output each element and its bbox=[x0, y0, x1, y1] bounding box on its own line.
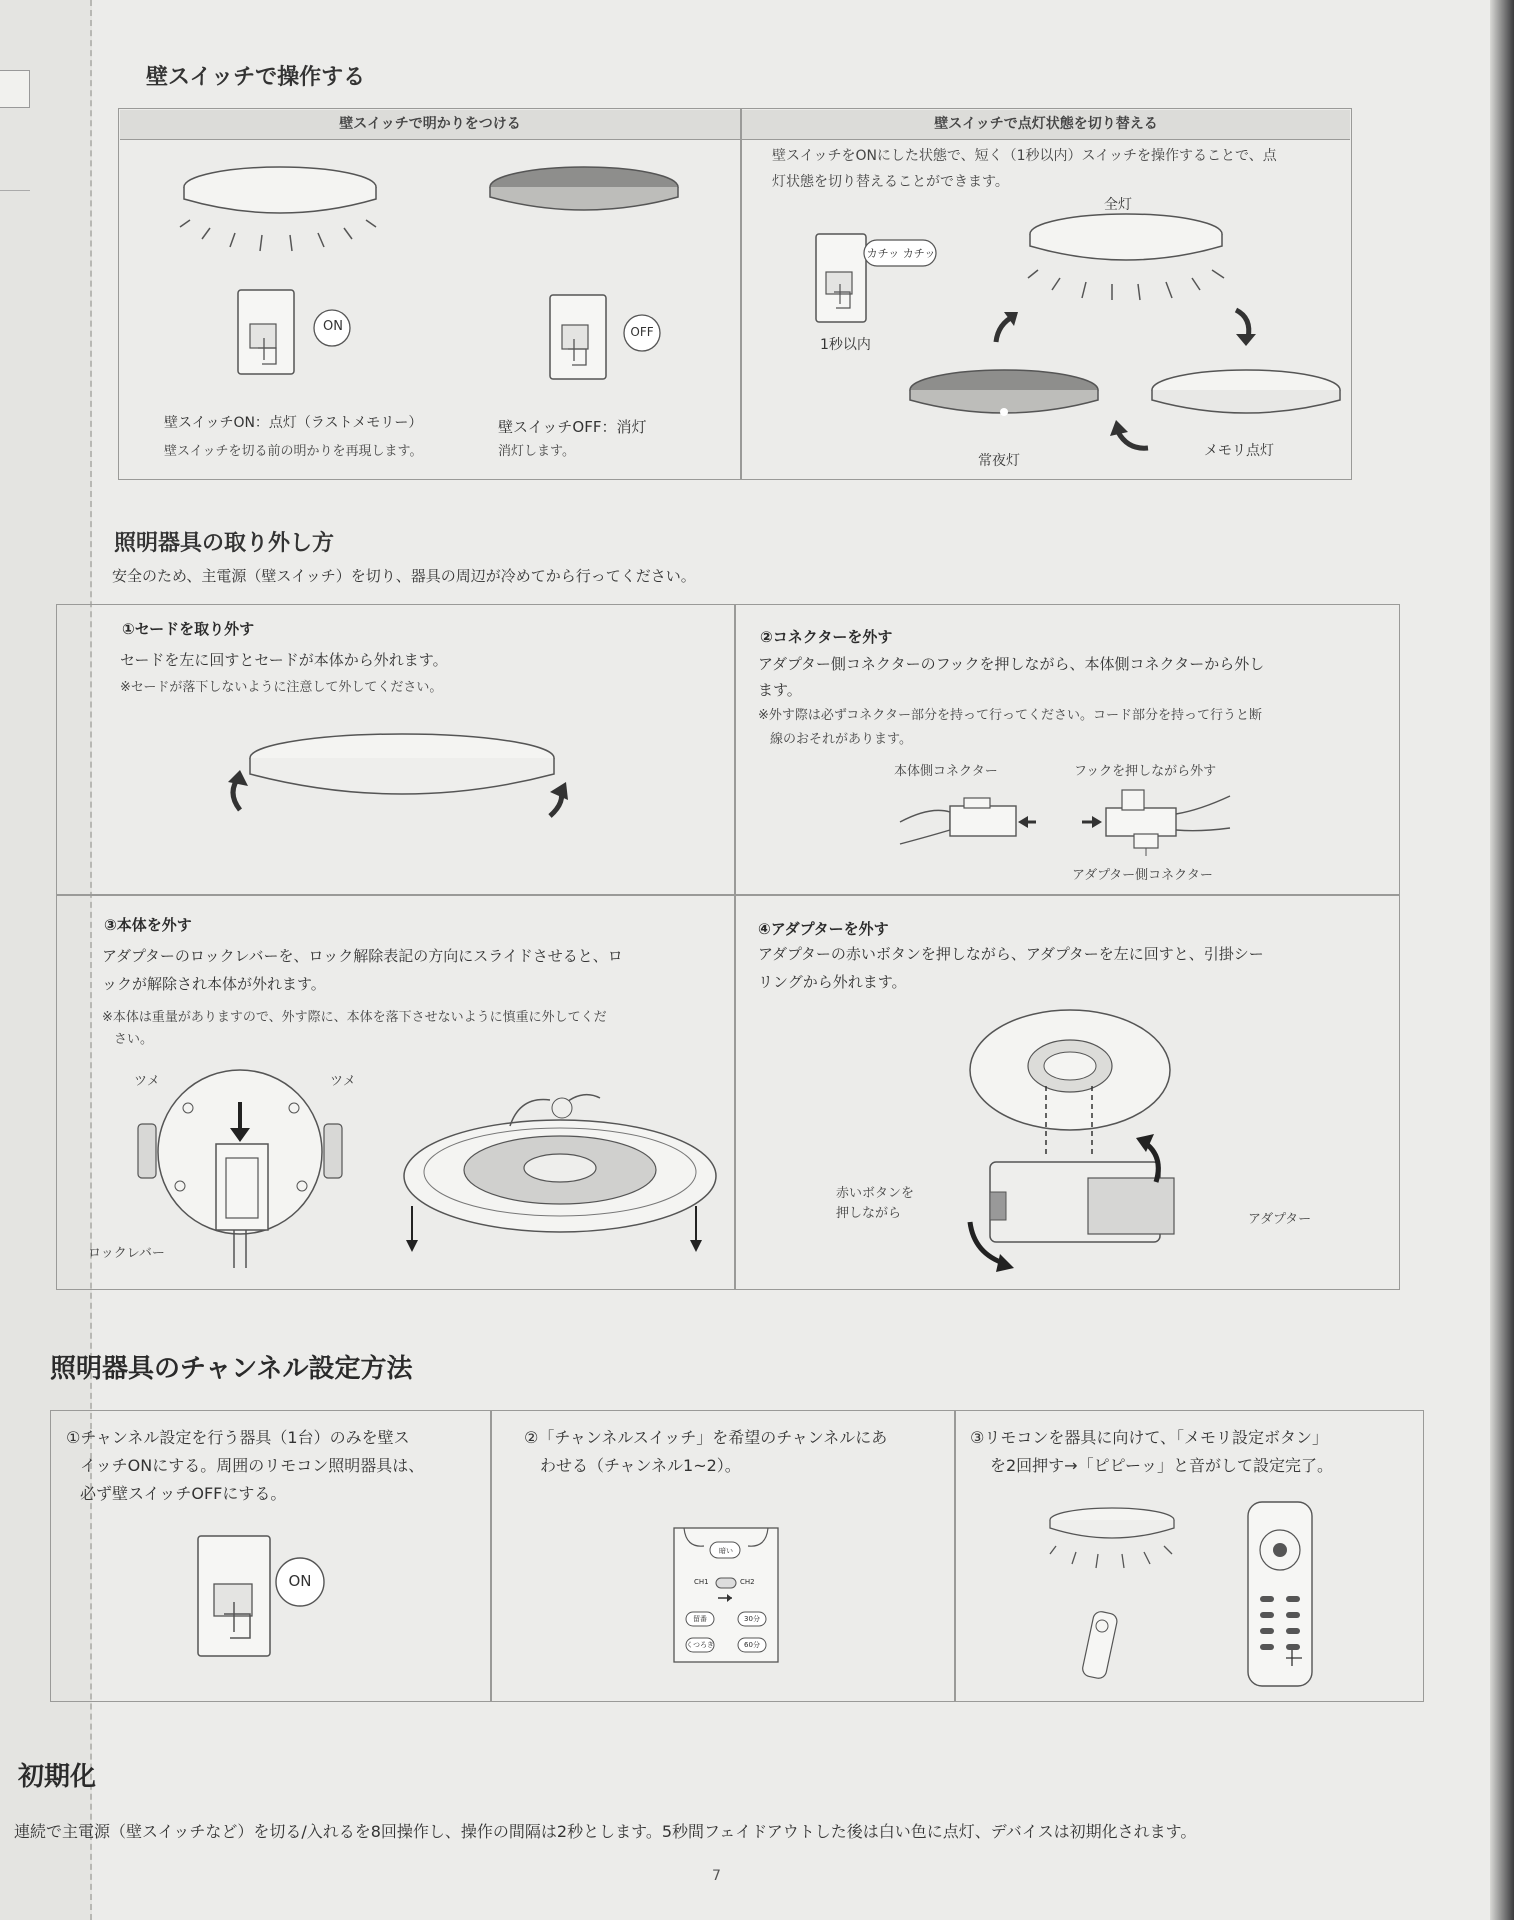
cycle-desc-2: 灯状態を切り替えることができます。 bbox=[772, 174, 1009, 190]
click-bubble-text: カチッ カチッ bbox=[866, 247, 936, 260]
on-caption: 壁スイッチON：点灯（ラストメモリー） bbox=[164, 415, 423, 431]
remote-front-icon bbox=[1246, 1500, 1316, 1690]
step4-label-red-1: 赤いボタンを bbox=[836, 1186, 915, 1201]
step3-text-1: アダプターのロックレバーを、ロック解除表記の方向にスライドさせると、ロ bbox=[102, 947, 623, 965]
unit-body-icon bbox=[400, 1086, 720, 1256]
step2-note-2: 線のおそれがあります。 bbox=[770, 732, 912, 747]
step3-label-tab-left: ツメ bbox=[134, 1074, 160, 1089]
channel-step1-line3: 必ず壁スイッチOFFにする。 bbox=[80, 1484, 287, 1503]
remote-btn-top: 暗い bbox=[719, 1547, 733, 1555]
mode-night-label: 常夜灯 bbox=[978, 453, 1020, 469]
within-1s-label: 1秒以内 bbox=[820, 337, 871, 353]
full-light-icon bbox=[1026, 212, 1226, 312]
lock-lever-icon bbox=[134, 1068, 354, 1268]
wall-switch-right-header: 壁スイッチで点灯状態を切り替える bbox=[742, 110, 1350, 140]
channel-title: 照明器具のチャンネル設定方法 bbox=[50, 1354, 413, 1384]
on-note: 壁スイッチを切る前の明かりを再現します。 bbox=[164, 444, 423, 459]
step1-note: ※セードが落下しないように注意して外してください。 bbox=[120, 680, 443, 695]
step4-label-red-2: 押しながら bbox=[836, 1206, 902, 1221]
step3-text-2: ックが解除され本体が外れます。 bbox=[102, 975, 326, 993]
adapter-remove-icon bbox=[960, 1006, 1200, 1276]
channel-step2-line2: わせる（チャンネル1~2）。 bbox=[540, 1456, 741, 1475]
on-badge: ON bbox=[323, 319, 343, 334]
off-note: 消灯します。 bbox=[498, 444, 575, 459]
channel-step3-line1: ③リモコンを器具に向けて、「メモリ設定ボタン」 bbox=[970, 1428, 1329, 1447]
connector-icon bbox=[900, 786, 1240, 856]
step4-text-1: アダプターの赤いボタンを押しながら、アダプターを左に回すと、引掛シー bbox=[758, 945, 1264, 963]
channel-lamp-icon bbox=[1046, 1504, 1186, 1584]
channel-step1-line1: ①チャンネル設定を行う器具（1台）のみを壁ス bbox=[66, 1428, 410, 1447]
channel-divider-1 bbox=[490, 1410, 492, 1702]
reset-title: 初期化 bbox=[18, 1762, 97, 1792]
wall-switch-left-header: 壁スイッチで明かりをつける bbox=[120, 110, 740, 140]
off-badge: OFF bbox=[630, 325, 654, 339]
channel-divider-2 bbox=[954, 1410, 956, 1702]
step2-label-adapter: アダプター側コネクター bbox=[1072, 868, 1213, 883]
ceiling-light-on-icon bbox=[180, 165, 400, 260]
wall-switch-divider bbox=[740, 108, 742, 480]
remote-btn-b: 30分 bbox=[744, 1615, 760, 1623]
step2-note-1: ※外す際は必ずコネクター部分を持って行ってください。コード部分を持って行うと断 bbox=[758, 708, 1262, 723]
step4-title: ④アダプターを外す bbox=[758, 920, 889, 938]
step2-text-2: ます。 bbox=[758, 681, 802, 699]
memory-light-icon bbox=[1150, 368, 1350, 438]
wall-switch-title: 壁スイッチで操作する bbox=[146, 65, 366, 90]
remote-ch2: CH2 bbox=[740, 1578, 755, 1586]
remote-btn-c: くつろぎ bbox=[686, 1641, 714, 1649]
removal-intro: 安全のため、主電源（壁スイッチ）を切り、器具の周辺が冷めてから行ってください。 bbox=[112, 567, 696, 585]
left-flap-line bbox=[0, 190, 30, 191]
off-caption: 壁スイッチOFF：消灯 bbox=[498, 418, 647, 436]
step3-note-1: ※本体は重量がありますので、外す際に、本体を落下させないように慎重に外してくだ bbox=[102, 1010, 607, 1025]
page-number: 7 bbox=[712, 1868, 721, 1884]
step2-label-hook: フックを押しながら外す bbox=[1074, 764, 1217, 779]
removal-divider-h bbox=[56, 894, 1400, 896]
cycle-desc-1: 壁スイッチをONにした状態で、短く（1秒以内）スイッチを操作することで、点 bbox=[772, 148, 1277, 164]
step2-text-1: アダプター側コネクターのフックを押しながら、本体側コネクターから外し bbox=[758, 655, 1265, 673]
channel-step3-line2: を2回押す→「ピピーッ」と音がして設定完了。 bbox=[990, 1456, 1333, 1475]
mode-memory-label: メモリ点灯 bbox=[1204, 443, 1274, 459]
cycle-arrow-down-icon bbox=[1230, 306, 1260, 346]
step1-title: ①セードを取り外す bbox=[122, 620, 255, 638]
step4-label-adapter: アダプター bbox=[1248, 1212, 1312, 1227]
step3-label-lever: ロックレバー bbox=[88, 1246, 165, 1261]
mode-full-label: 全灯 bbox=[1104, 197, 1132, 213]
step3-label-tab-right: ツメ bbox=[330, 1074, 356, 1089]
small-remote-icon bbox=[1076, 1604, 1126, 1684]
step3-note-2: さい。 bbox=[114, 1032, 154, 1047]
night-light-icon bbox=[908, 368, 1108, 438]
cycle-arrow-left-icon bbox=[1108, 418, 1152, 452]
step4-text-2: リングから外れます。 bbox=[758, 973, 907, 991]
shade-rotate-icon bbox=[222, 730, 582, 840]
channel-step1-badge: ON bbox=[288, 1572, 312, 1590]
left-flap-box bbox=[0, 70, 30, 108]
cycle-arrow-up-icon bbox=[990, 306, 1020, 346]
ceiling-light-off-icon bbox=[488, 165, 688, 225]
channel-step1-line2: イッチONにする。周囲のリモコン照明器具は、 bbox=[80, 1456, 425, 1475]
channel-step2-line1: ②「チャンネルスイッチ」を希望のチャンネルにあ bbox=[524, 1428, 888, 1447]
page-edge-shadow bbox=[1490, 0, 1514, 1920]
remote-btn-a: 留番 bbox=[693, 1615, 707, 1623]
reset-text: 連続で主電源（壁スイッチなど）を切る/入れるを8回操作し、操作の間隔は2秒とします。5秒間フェイドアウトした後は白い色に点灯、デバイスは初期化されます。 bbox=[14, 1822, 1197, 1841]
step2-label-body: 本体側コネクター bbox=[894, 764, 998, 779]
remote-ch1: CH1 bbox=[694, 1578, 709, 1586]
wall-switch-on-large-icon bbox=[196, 1534, 326, 1664]
step2-title: ②コネクターを外す bbox=[760, 628, 893, 646]
remote-btn-d: 60分 bbox=[744, 1641, 760, 1649]
removal-title: 照明器具の取り外し方 bbox=[114, 531, 335, 556]
step3-title: ③本体を外す bbox=[104, 916, 192, 934]
step1-text: セードを左に回すとセードが本体から外れます。 bbox=[120, 651, 448, 669]
removal-divider-v bbox=[734, 604, 736, 1290]
